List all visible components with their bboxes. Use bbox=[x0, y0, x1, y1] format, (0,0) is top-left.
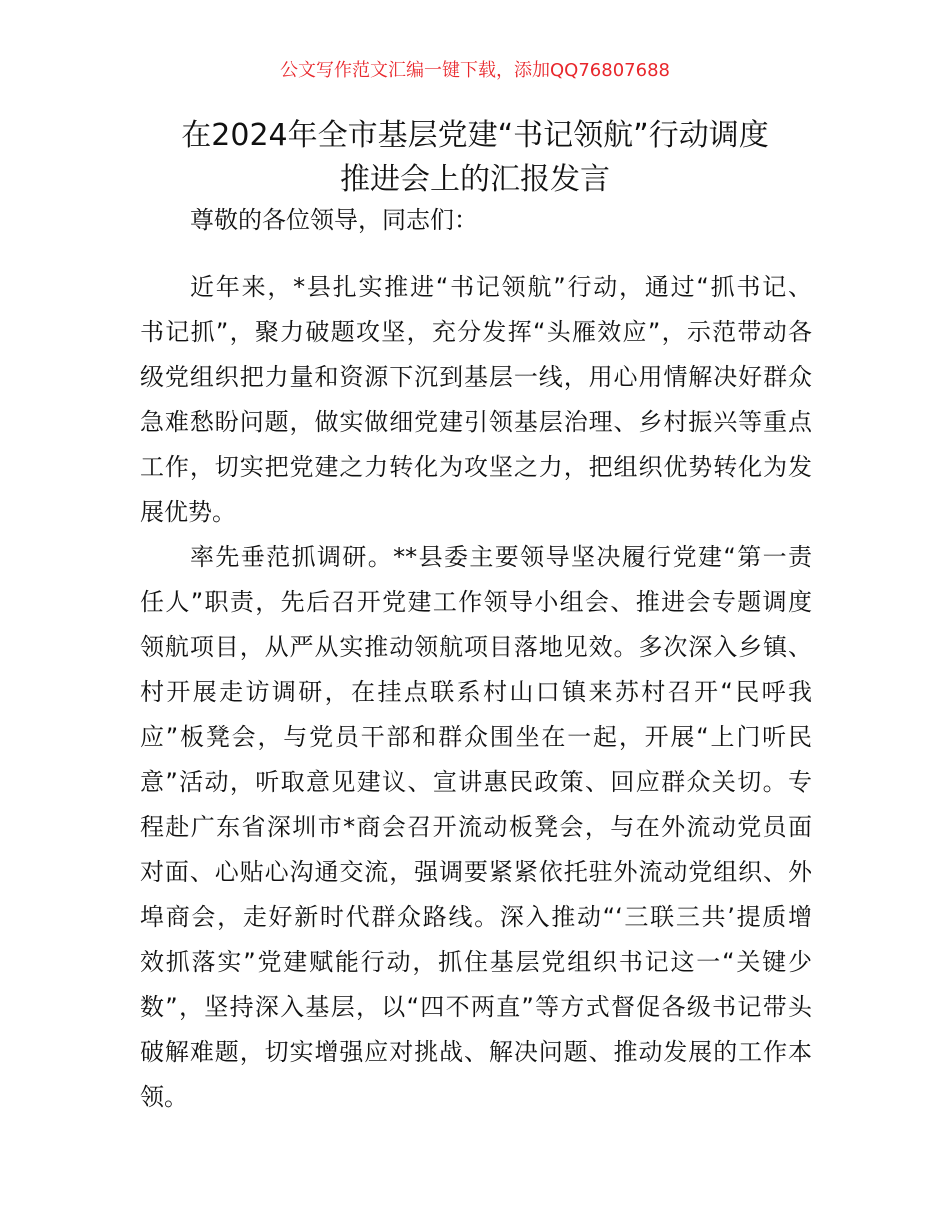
salutation bbox=[140, 198, 812, 243]
paragraph-line: 破解难题，切实增强应对挑战、解决问题、推动发展的工作本 bbox=[140, 1038, 812, 1066]
paragraph-line: 意”活动，听取意见建议、宣讲惠民政策、回应群众关切。专 bbox=[140, 768, 812, 796]
paragraph-1 bbox=[140, 265, 812, 535]
paragraph-line: 领航项目，从严从实推动领航项目落地见效。多次深入乡镇、 bbox=[140, 633, 812, 661]
paragraph-line: 书记抓”，聚力破题攻坚，充分发挥“头雁效应”，示范带动各 bbox=[140, 318, 812, 346]
paragraph-line: 展优势。 bbox=[140, 498, 236, 526]
paragraph-line: 近年来，*县扎实推进“书记领航”行动，通过“抓书记、 bbox=[190, 273, 812, 301]
paragraph-line: 埠商会，走好新时代群众路线。深入推动“‘三联三共’提质增 bbox=[140, 903, 812, 931]
paragraph-line: 程赴广东省深圳市*商会召开流动板凳会，与在外流动党员面 bbox=[140, 813, 812, 841]
paragraph-line: 村开展走访调研，在挂点联系村山口镇来苏村召开“民呼我 bbox=[140, 678, 812, 706]
title-line-2: 推进会上的汇报发言 bbox=[340, 162, 610, 197]
document-title bbox=[130, 114, 820, 202]
paragraph-line: 工作，切实把党建之力转化为攻坚之力，把组织优势转化为发 bbox=[140, 453, 812, 481]
paragraph-line: 领。 bbox=[140, 1083, 188, 1111]
paragraph-line: 效抓落实”党建赋能行动，抓住基层党组织书记这一“关键少 bbox=[140, 948, 812, 976]
download-banner: 公文写作范文汇编一键下载，添加QQ76807688 bbox=[280, 60, 670, 81]
paragraph-2 bbox=[140, 535, 812, 1120]
paragraph-line: 急难愁盼问题，做实做细党建引领基层治理、乡村振兴等重点 bbox=[140, 408, 812, 436]
paragraph-line: 率先垂范抓调研。**县委主要领导坚决履行党建“第一责 bbox=[190, 543, 812, 571]
paragraph-line: 任人”职责，先后召开党建工作领导小组会、推进会专题调度 bbox=[140, 588, 812, 616]
paragraph-line: 级党组织把力量和资源下沉到基层一线，用心用情解决好群众 bbox=[140, 363, 812, 391]
salutation-text: 尊敬的各位领导，同志们： bbox=[190, 206, 478, 234]
title-line-1: 在2024年全市基层党建“书记领航”行动调度 bbox=[181, 118, 769, 153]
paragraph-line: 对面、心贴心沟通交流，强调要紧紧依托驻外流动党组织、外 bbox=[140, 858, 812, 886]
paragraph-line: 数”，坚持深入基层，以“四不两直”等方式督促各级书记带头 bbox=[140, 993, 812, 1021]
paragraph-line: 应”板凳会，与党员干部和群众围坐在一起，开展“上门听民 bbox=[140, 723, 812, 751]
